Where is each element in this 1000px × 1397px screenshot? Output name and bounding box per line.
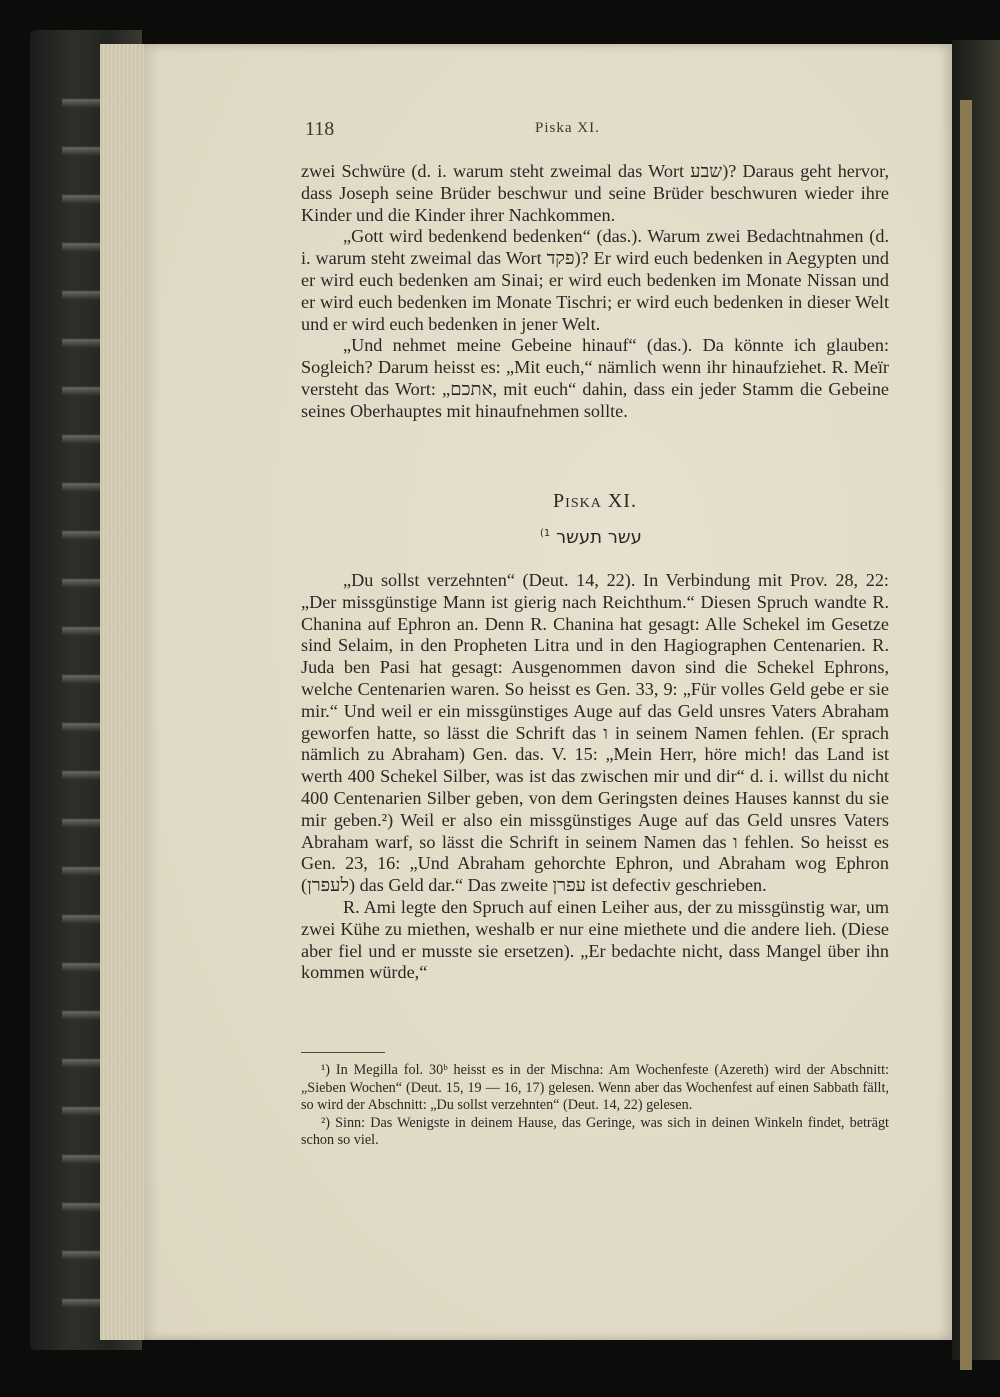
- paragraph: „Du sollst verzehnten“ (Deut. 14, 22). In Verbindung mit Prov. 28, 22: „Der missgünstige Mann ist gierig nach Reichthum.“ Diesen Spruch wandte R. Chanina auf Ephron an. Denn R. Chanina hat gesagt: Alle Schekel im Gesetze sind Selaim, in den Propheten Litra und in den Hagiographen Centenarien. R. Juda ben Pasi hat gesagt: Ausgenommen davon sind die Schekel Ephrons, welche Centenarien waren. So heisst es Gen. 33, 9: „Für volles Geld gebe er sie mir.“ Und weil er ein missgünstiges Auge auf das Geld unsres Vaters Abraham geworfen hatte, so lässt die Schrift das ו in seinem Namen fehlen. (Er sprach nämlich zu Abraham) Gen. das. V. 15: „Mein Herr, höre mich! das Land ist werth 400 Schekel Silber, was ist das zwischen mir und dir“ d. i. willst du nicht 400 Centenarien Silber geben, von dem Geringsten deines Hauses kannst du sie mir geben.²) Weil er also ein missgünstiges Auge auf das Geld unsres Vaters Abraham warf, so lässt die Schrift in seinem Namen das ו fehlen. So heisst es Gen. 23, 16: „Und Abraham gehorchte Ephron, und Abraham wog Ephron (לעפרן) das Geld dar.“ Das zweite עפרן ist defectiv geschrieben.: [301, 570, 889, 896]
- footnote: ¹) In Megilla fol. 30ᵇ heisst es in der Mischna: Am Wochenfeste (Azereth) wird der Abschnitt: „Sieben Wochen“ (Deut. 15, 19 — 16, 17) gelesen. Wenn aber das Wochenfest auf einen Sabbath fällt, so wird der Abschnitt: „Du sollst verzehnten“ (Deut. 14, 22) gelesen.: [301, 1062, 889, 1113]
- intro-text: [301, 161, 889, 423]
- paragraph: „Und nehmet meine Gebeine hinauf“ (das.). Da könnte ich glauben: Sogleich? Darum heisst es: „Mit euch,“ nämlich wenn ihr hinaufziehet. R. Meïr versteht das Wort: „אתכם, mit euch“ dahin, dass ein jeder Stamm die Gebeine seines Oberhauptes mit hinaufnehmen sollte.: [301, 335, 889, 421]
- right-cover-edge: [952, 40, 1000, 1360]
- heading-note-mark: 1): [540, 528, 551, 539]
- footnote-rule: [301, 1052, 385, 1053]
- edge-marks: [62, 60, 122, 1340]
- section-hebrew-heading: [540, 527, 642, 548]
- section-title-text: Piska XI.: [553, 490, 637, 512]
- paragraph: „Gott wird bedenkend bedenken“ (das.). Warum zwei Bedachtnahmen (d. i. warum steht zweimal das Wort פקד)? Er wird euch bedenken in Aegypten und er wird euch bedenken am Sinai; er wird euch bedenken im Monate Nissan und er wird euch bedenken im Monate Tischri; er wird euch bedenken in dieser Welt und er wird euch bedenken in jener Welt.: [301, 226, 889, 334]
- page-number: 118: [305, 118, 335, 140]
- running-title: Piska XI.: [535, 120, 600, 136]
- paragraph: R. Ami legte den Spruch auf einen Leiher aus, der zu missgünstig war, um zwei Kühe zu miethen, weshalb er nur eine miethete und die andere lieh. (Diese aber fiel und er musste sie ersetzen). „Er bedachte nicht, dass Mangel über ihn kommen würde,“: [301, 896, 889, 983]
- hebrew-heading-text: עשר תעשר: [556, 527, 642, 548]
- footnote: ²) Sinn: Das Wenigste in deinem Hause, das Geringe, was sich in deinen Winkeln findet, beträgt schon so viel.: [301, 1114, 889, 1148]
- section-title: [0, 490, 1000, 513]
- section-text: [301, 570, 889, 984]
- paragraph: zwei Schwüre (d. i. warum steht zweimal das Wort שבע)? Daraus geht hervor, dass Joseph seine Brüder beschwur und seine Brüder beschwuren wieder ihre Kinder und die Kinder ihrer Nachkommen.: [301, 161, 889, 225]
- facing-page-edge: [960, 100, 972, 1370]
- footnotes: [301, 1062, 889, 1150]
